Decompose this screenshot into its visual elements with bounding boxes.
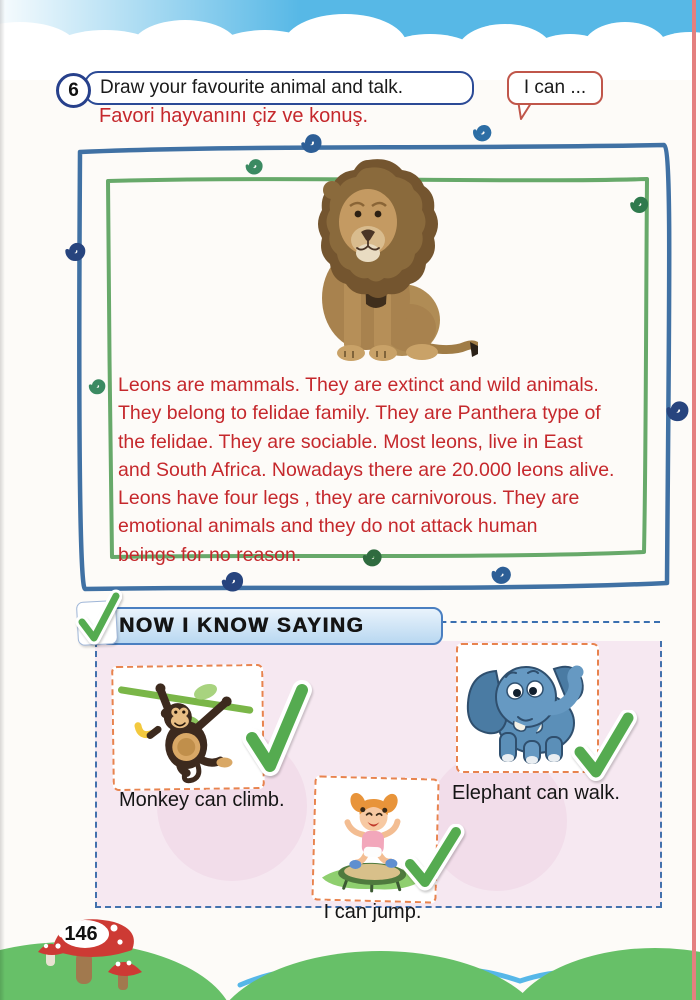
caption-girl: I can jump.	[323, 901, 422, 923]
description-line: and South Africa. Nowadays there are 20.000 leons alive.	[118, 458, 615, 481]
spiral-doodle-icon	[247, 161, 261, 173]
caption-monkey: Monkey can climb.	[119, 789, 285, 811]
exercise-number-badge: 6	[56, 73, 91, 108]
instruction-box	[84, 71, 474, 105]
checkmark-icon	[570, 710, 638, 782]
checkmark-icon	[74, 588, 122, 648]
page-number: 146	[64, 923, 98, 945]
dashed-divider	[420, 621, 660, 623]
description-line: They belong to felidae family. They are Panthera type of	[118, 402, 601, 425]
section-title-banner	[99, 607, 443, 645]
lion-photo	[262, 148, 478, 372]
description-line: Leons are mammals. They are extinct and wild animals.	[118, 374, 599, 396]
spiral-doodle-icon	[67, 245, 83, 259]
instruction-translation: Favori hayvanını çiz ve konuş.	[99, 105, 369, 127]
mushroom-page-badge	[28, 908, 158, 1000]
caption-elephant: Elephant can walk.	[452, 782, 620, 804]
section-title: NOW I KNOW SAYING	[119, 614, 365, 637]
animal-description-text	[118, 371, 670, 569]
description-line: the felidae. They are sociable. Most leons, live in East	[118, 430, 583, 453]
description-line: emotional animals and they do not attack human	[118, 515, 538, 538]
checkmark-icon	[400, 824, 466, 892]
page-binding-shadow	[0, 0, 5, 1000]
description-line: Leons have four legs , they are carnivorous. They are	[118, 487, 580, 510]
instruction-text: Draw your favourite animal and talk.	[100, 77, 404, 98]
speech-bubble-text: I can ...	[523, 77, 587, 98]
spiral-doodle-icon	[90, 381, 103, 393]
spiral-doodle-icon	[223, 573, 242, 590]
monkey-image	[113, 666, 259, 785]
spiral-doodle-icon	[474, 126, 491, 141]
sky-clouds-decoration	[0, 0, 700, 80]
speech-bubble	[507, 71, 603, 105]
spiral-doodle-icon	[632, 199, 646, 212]
spiral-doodle-icon	[668, 403, 687, 420]
checkmark-icon	[240, 680, 312, 778]
description-line: beings for no reason.	[118, 543, 302, 566]
spiral-doodle-icon	[492, 567, 510, 583]
page-edge-line	[692, 0, 696, 1000]
